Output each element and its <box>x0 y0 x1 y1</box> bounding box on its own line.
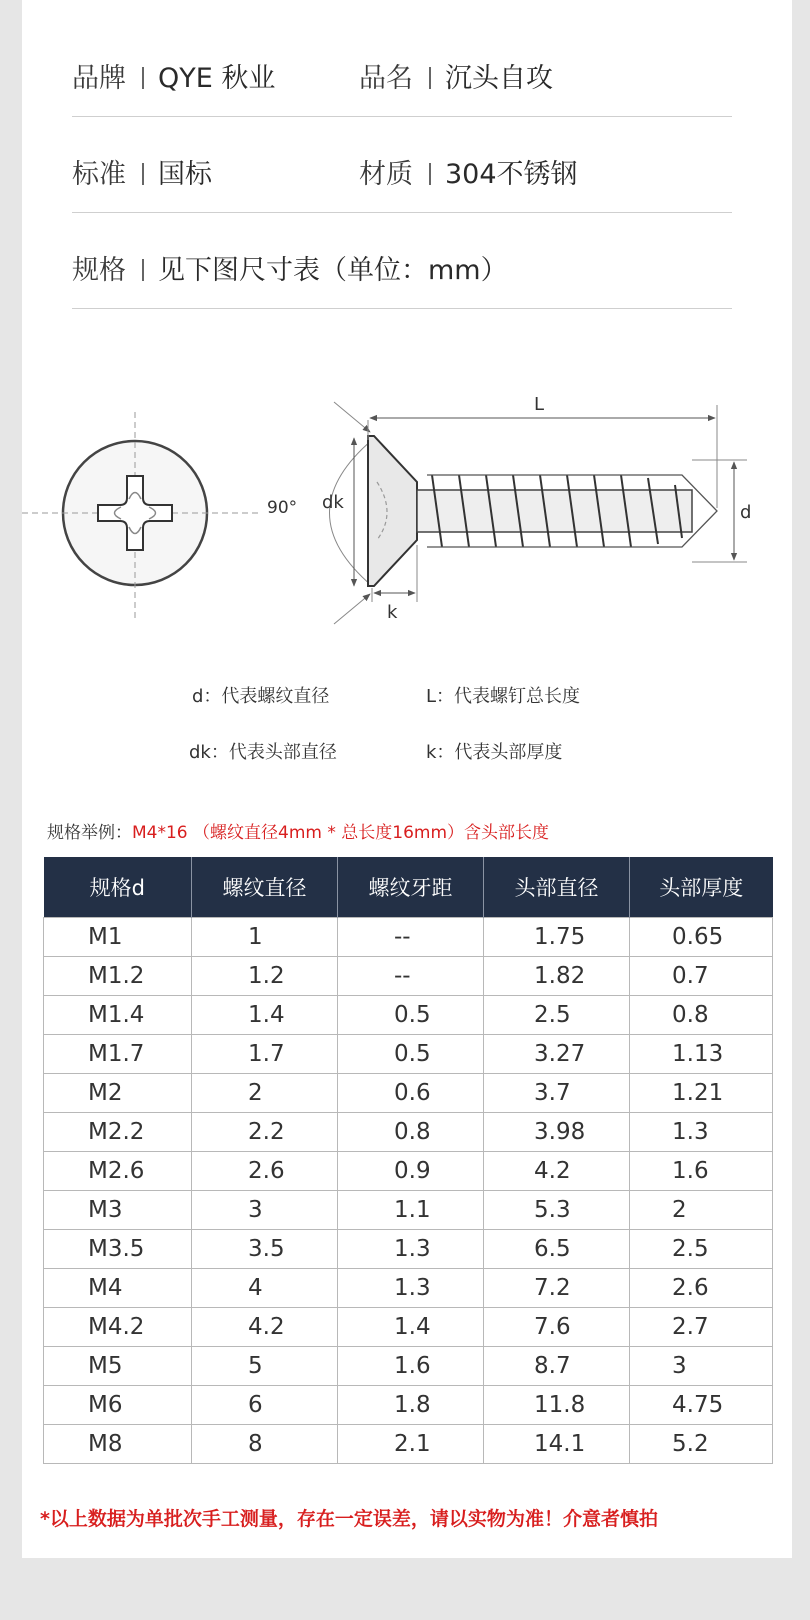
cell-thread-diameter: 2.2 <box>192 1113 338 1152</box>
cell-thread-diameter: 1.4 <box>192 996 338 1035</box>
cell-head-thickness: 0.65 <box>630 918 773 957</box>
cell-head-diameter: 11.8 <box>484 1386 630 1425</box>
cell-thread-diameter: 4 <box>192 1269 338 1308</box>
cell-head-thickness: 2 <box>630 1191 773 1230</box>
cell-thread-pitch: 2.1 <box>338 1425 484 1464</box>
cell-spec: M1.4 <box>44 996 192 1035</box>
cell-thread-diameter: 8 <box>192 1425 338 1464</box>
cell-spec: M1.2 <box>44 957 192 996</box>
table-row <box>44 1191 773 1230</box>
table-row <box>44 1074 773 1113</box>
cell-thread-pitch: 0.5 <box>338 996 484 1035</box>
header-thread-pitch: 螺纹牙距 <box>338 857 484 918</box>
cell-thread-diameter: 5 <box>192 1347 338 1386</box>
cell-thread-pitch: -- <box>338 957 484 996</box>
table-header-row <box>44 857 773 918</box>
angle-label: 90° <box>267 498 298 518</box>
cell-thread-diameter: 4.2 <box>192 1308 338 1347</box>
cell-spec: M2 <box>44 1074 192 1113</box>
cell-head-thickness: 1.13 <box>630 1035 773 1074</box>
header-thread-diameter: 螺纹直径 <box>192 857 338 918</box>
screw-side-view <box>267 394 751 624</box>
cell-spec: M5 <box>44 1347 192 1386</box>
cell-thread-diameter: 1.7 <box>192 1035 338 1074</box>
table-row <box>44 1035 773 1074</box>
info-brand <box>72 56 275 95</box>
cell-head-thickness: 2.5 <box>630 1230 773 1269</box>
cell-thread-pitch: 1.3 <box>338 1230 484 1269</box>
info-value: 304不锈钢 <box>445 159 578 190</box>
table-row <box>44 1425 773 1464</box>
cell-thread-pitch: 0.8 <box>338 1113 484 1152</box>
info-label: 规格 <box>72 255 126 286</box>
cell-spec: M1.7 <box>44 1035 192 1074</box>
cell-thread-diameter: 3 <box>192 1191 338 1230</box>
table-row <box>44 996 773 1035</box>
cell-thread-pitch: 1.3 <box>338 1269 484 1308</box>
table-row <box>44 1230 773 1269</box>
info-label: 品牌 <box>72 63 126 94</box>
cell-head-thickness: 1.6 <box>630 1152 773 1191</box>
cell-head-diameter: 8.7 <box>484 1347 630 1386</box>
cell-thread-pitch: 0.6 <box>338 1074 484 1113</box>
length-label: L <box>534 394 545 415</box>
info-spec <box>72 248 508 287</box>
header-spec: 规格d <box>44 857 192 918</box>
k-label: k <box>387 602 398 623</box>
legend-k: k：代表头部厚度 <box>426 742 563 763</box>
cell-head-thickness: 1.21 <box>630 1074 773 1113</box>
cell-head-diameter: 14.1 <box>484 1425 630 1464</box>
info-value: 见下图尺寸表（单位：mm） <box>158 255 508 286</box>
cell-spec: M2.6 <box>44 1152 192 1191</box>
cell-head-thickness: 2.7 <box>630 1308 773 1347</box>
cell-head-diameter: 3.7 <box>484 1074 630 1113</box>
cell-head-thickness: 0.7 <box>630 957 773 996</box>
cell-thread-diameter: 3.5 <box>192 1230 338 1269</box>
cell-head-thickness: 4.75 <box>630 1386 773 1425</box>
screw-head-top-view <box>22 412 262 618</box>
cell-thread-pitch: 1.6 <box>338 1347 484 1386</box>
cell-spec: M2.2 <box>44 1113 192 1152</box>
info-material <box>359 152 578 191</box>
cell-spec: M3 <box>44 1191 192 1230</box>
separator <box>429 163 431 185</box>
cell-thread-pitch: -- <box>338 918 484 957</box>
separator <box>142 259 144 281</box>
cell-thread-diameter: 1.2 <box>192 957 338 996</box>
cell-thread-pitch: 0.5 <box>338 1035 484 1074</box>
dk-label: dk <box>322 492 344 513</box>
table-row <box>44 1347 773 1386</box>
cell-thread-diameter: 2.6 <box>192 1152 338 1191</box>
cell-head-diameter: 3.98 <box>484 1113 630 1152</box>
cell-head-diameter: 7.2 <box>484 1269 630 1308</box>
cell-head-thickness: 5.2 <box>630 1425 773 1464</box>
info-row-standard <box>72 116 732 213</box>
cell-head-diameter: 2.5 <box>484 996 630 1035</box>
cell-thread-diameter: 6 <box>192 1386 338 1425</box>
info-value: QYE 秋业 <box>158 63 276 94</box>
info-standard <box>72 152 212 191</box>
separator <box>142 67 144 89</box>
table-row <box>44 957 773 996</box>
cell-thread-pitch: 0.9 <box>338 1152 484 1191</box>
cell-head-diameter: 1.75 <box>484 918 630 957</box>
spec-example <box>47 818 549 843</box>
cell-head-thickness: 2.6 <box>630 1269 773 1308</box>
table-row <box>44 1113 773 1152</box>
cell-spec: M6 <box>44 1386 192 1425</box>
legend-d: d：代表螺纹直径 <box>192 686 330 707</box>
cell-head-diameter: 5.3 <box>484 1191 630 1230</box>
info-label: 材质 <box>359 159 413 190</box>
product-spec-page <box>22 0 792 1558</box>
cell-head-diameter: 3.27 <box>484 1035 630 1074</box>
cell-thread-pitch: 1.8 <box>338 1386 484 1425</box>
info-row-brand <box>72 20 732 117</box>
info-product-name <box>359 56 553 95</box>
cell-spec: M3.5 <box>44 1230 192 1269</box>
table-row <box>44 1152 773 1191</box>
legend-length: L：代表螺钉总长度 <box>426 686 581 707</box>
table-row <box>44 1386 773 1425</box>
cell-head-diameter: 7.6 <box>484 1308 630 1347</box>
cell-thread-pitch: 1.1 <box>338 1191 484 1230</box>
cell-spec: M1 <box>44 918 192 957</box>
cell-thread-diameter: 2 <box>192 1074 338 1113</box>
separator <box>142 163 144 185</box>
example-highlight: M4*16 （螺纹直径4mm * 总长度16mm）含头部长度 <box>132 823 550 843</box>
table-row <box>44 1269 773 1308</box>
cell-head-diameter: 1.82 <box>484 957 630 996</box>
cell-head-thickness: 1.3 <box>630 1113 773 1152</box>
header-head-thickness: 头部厚度 <box>630 857 773 918</box>
header-head-diameter: 头部直径 <box>484 857 630 918</box>
cell-spec: M4 <box>44 1269 192 1308</box>
disclaimer-text: *以上数据为单批次手工测量，存在一定误差，请以实物为准！介意者慎拍 <box>40 1508 658 1530</box>
info-value: 国标 <box>158 159 212 190</box>
cell-spec: M8 <box>44 1425 192 1464</box>
d-label: d <box>740 502 752 523</box>
cell-head-diameter: 4.2 <box>484 1152 630 1191</box>
table-row <box>44 918 773 957</box>
cell-head-thickness: 0.8 <box>630 996 773 1035</box>
legend-dk: dk：代表头部直径 <box>189 742 337 763</box>
spec-table <box>43 857 773 1464</box>
separator <box>429 67 431 89</box>
cell-head-thickness: 3 <box>630 1347 773 1386</box>
info-value: 沉头自攻 <box>445 63 553 94</box>
info-label: 品名 <box>359 63 413 94</box>
cell-head-diameter: 6.5 <box>484 1230 630 1269</box>
table-row <box>44 1308 773 1347</box>
info-label: 标准 <box>72 159 126 190</box>
cell-thread-pitch: 1.4 <box>338 1308 484 1347</box>
cell-spec: M4.2 <box>44 1308 192 1347</box>
screw-diagram <box>22 390 792 630</box>
cell-thread-diameter: 1 <box>192 918 338 957</box>
info-row-spec <box>72 212 732 309</box>
example-prefix: 规格举例： <box>47 823 132 843</box>
